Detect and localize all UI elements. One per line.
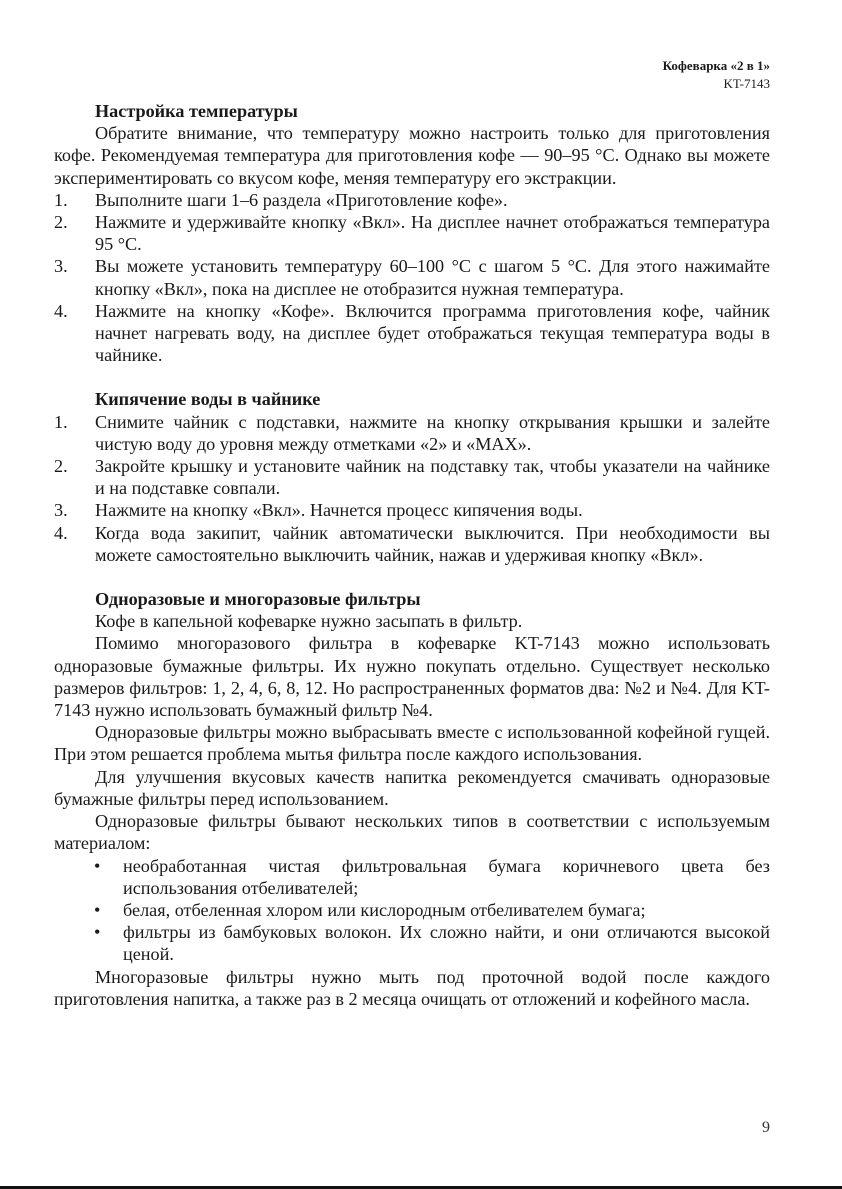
step-text: Нажмите и удерживайте кнопку «Вкл». На дисплее начнет отображаться температура 95 °С. — [95, 212, 770, 255]
header-model-number: KT-7143 — [723, 76, 770, 91]
step-text: Нажмите на кнопку «Кофе». Включится программа приготовления кофе, чайник начнет нагревать воду, на дисплее будет отображаться текущая температура воды в чайнике. — [95, 300, 770, 366]
section-title-filters: Одноразовые и многоразовые фильтры — [95, 589, 421, 610]
page-content — [54, 100, 770, 1010]
list-item — [54, 455, 770, 499]
page-number: 9 — [762, 1119, 770, 1136]
section-title-boiling: Кипячение воды в чайнике — [95, 389, 321, 410]
paragraph: Одноразовые фильтры можно выбрасывать вместе с использованной кофейной гущей. При этом решается проблема мытья фильтра после каждого использования. — [54, 722, 770, 765]
list-item — [54, 255, 770, 299]
list-item — [54, 921, 770, 965]
list-item — [54, 522, 770, 566]
bullet-text: необработанная чистая фильтровальная бумага коричневого цвета без использования отбеливателей; — [123, 855, 770, 898]
bullet-marker: • — [94, 899, 101, 920]
running-header — [663, 57, 770, 92]
list-item — [54, 411, 770, 455]
paragraph: Для улучшения вкусовых качеств напитка рекомендуется смачивать одноразовые бумажные фильтры перед использованием. — [54, 766, 770, 809]
step-number: 1. — [54, 189, 68, 210]
step-number: 2. — [54, 456, 68, 477]
list-item — [54, 300, 770, 367]
list-item — [54, 899, 770, 921]
bullet-text: фильтры из бамбуковых волокон. Их сложно найти, и они отличаются высокой ценой. — [123, 922, 770, 965]
step-number: 4. — [54, 522, 68, 543]
paragraph: Многоразовые фильтры нужно мыть под проточной водой после каждого приготовления напитка, а также раз в 2 месяца очищать от отложений и кофейного масла. — [54, 966, 770, 1009]
section-spacer — [54, 566, 770, 588]
step-text: Нажмите на кнопку «Вкл». Начнется процесс кипячения воды. — [95, 500, 583, 521]
list-item — [54, 855, 770, 899]
step-number: 4. — [54, 300, 68, 321]
bullet-marker: • — [94, 855, 101, 876]
step-number: 3. — [54, 500, 68, 521]
step-text: Когда вода закипит, чайник автоматически выключится. При необходимости вы можете самостоятельно выключить чайник, нажав и удерживая кнопку «Вкл». — [95, 522, 770, 565]
paragraph: Помимо многоразового фильтра в кофеварке KT-7143 можно использовать одноразовые бумажные фильтры. Их нужно покупать отдельно. Существует несколько размеров фильтров: 1, 2, 4, 6, 8, 12. Но распространенных форматов два: №2 и №4. Для KT-7143 нужно использовать бумажный фильтр №4. — [54, 633, 770, 721]
bullet-marker: • — [94, 922, 101, 943]
step-text: Вы можете установить температуру 60–100 °С с шагом 5 °С. Для этого нажимайте кнопку «Вкл», пока на дисплее не отобразится нужная температура. — [95, 256, 770, 299]
filter-types-list — [54, 855, 770, 966]
bullet-text: белая, отбеленная хлором или кислородным отбеливателем бумага; — [123, 899, 646, 920]
section-spacer — [54, 366, 770, 388]
step-text: Закройте крышку и установите чайник на подставку так, чтобы указатели на чайнике и на подставке совпали. — [95, 456, 770, 499]
header-product-name: Кофеварка «2 в 1» — [662, 58, 770, 73]
list-item — [54, 499, 770, 521]
boiling-steps-list — [54, 411, 770, 566]
list-item — [54, 211, 770, 255]
section-title-temperature: Настройка температуры — [95, 101, 298, 121]
step-text: Выполните шаги 1–6 раздела «Приготовление кофе». — [95, 189, 508, 210]
temperature-steps-list — [54, 189, 770, 367]
paragraph: Обратите внимание, что температуру можно настроить только для приготовления кофе. Рекомендуемая температура для приготовления кофе — 90–95 °С. Однако вы можете экспериментировать со вкусом кофе, меняя температуру его экстракции. — [54, 123, 770, 188]
step-number: 2. — [54, 212, 68, 233]
step-number: 3. — [54, 256, 68, 277]
paragraph: Кофе в капельной кофеварке нужно засыпать в фильтр. — [95, 611, 523, 632]
step-text: Снимите чайник с подставки, нажмите на кнопку открывания крышки и залейте чистую воду до уровня между отметками «2» и «MAX». — [95, 411, 770, 454]
step-number: 1. — [54, 411, 68, 432]
list-item — [54, 189, 770, 211]
paragraph: Одноразовые фильтры бывают нескольких типов в соответствии с используемым материалом: — [54, 811, 770, 854]
